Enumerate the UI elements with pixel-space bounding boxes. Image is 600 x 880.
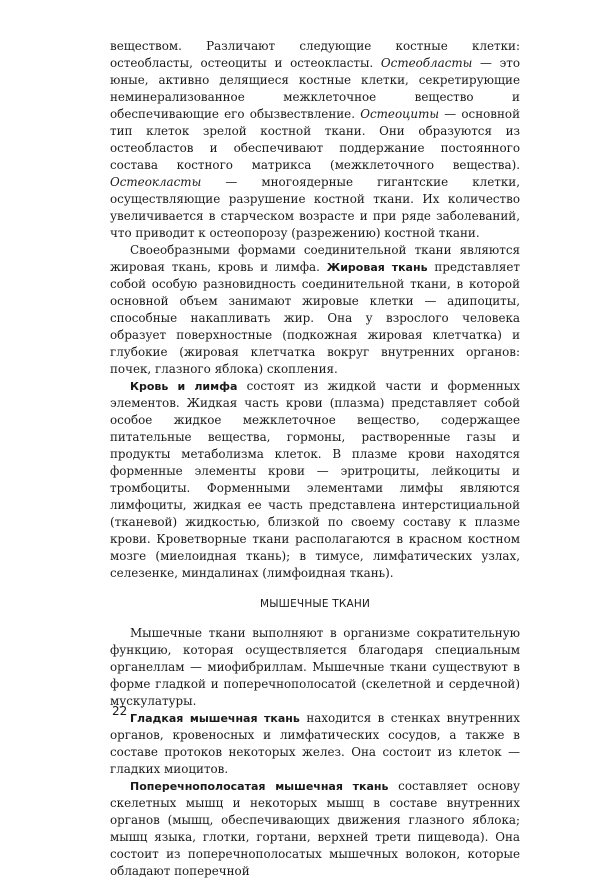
text-run: — это юные, активно делящиеся костные клетки, секретирующие неминерализованное межклеточное вещество и обеспечивающие его обызвествление.: [110, 56, 520, 121]
text-run: Своеобразными формами соединительной ткани являются жировая ткань, кровь и лимфа.: [110, 243, 520, 274]
term-smooth-muscle: Гладкая мышечная ткань: [130, 712, 300, 725]
section-heading: МЫШЕЧНЫЕ ТКАНИ: [259, 598, 371, 610]
paragraph-blood-lymph: [110, 378, 520, 582]
text-run: — основной тип клеток зрелой костной ткани. Они образуются из остеобластов и обеспечивают поддержание постоянного состава костного матрикса (межклеточного вещества).: [110, 107, 520, 172]
term-osteoblasts: Остеобласты: [380, 56, 473, 70]
term-adipose-tissue: Жировая ткань: [326, 261, 428, 274]
term-osteoclasts: Остеокласты: [110, 175, 202, 189]
paragraph-smooth-muscle: [110, 710, 520, 778]
term-blood-lymph: Кровь и лимфа: [130, 380, 238, 393]
paragraph-striated-muscle: [110, 778, 520, 880]
text-run: веществом. Различают следующие костные клетки: остеобласты, остеоциты и остеокласты.: [110, 39, 520, 70]
body-text: [110, 38, 520, 880]
page-number: 22: [112, 704, 128, 718]
paragraph-muscle-intro: [110, 625, 520, 710]
text-run: состоят из жидкой части и форменных элементов. Жидкая часть крови (плазма) представляет собой особое жидкое межклеточное вещество, содержащее питательные вещества, гормоны, растворенные газы и продукты метаболизма клеток. В плазме крови находятся форменные элементы крови — эритроциты, лейкоциты и тромбоциты. Форменными элементами лимфы являются лимфоциты, жидкая ее часть представлена интерстициальной (тканевой) жидкостью, близкой по своему составу к плазме крови. Кроветворные ткани располагаются в красном костном мозге (миелоидная ткань); в тимусе, лимфатических узлах, селезенке, миндалинах (лимфоидная ткань).: [110, 379, 520, 580]
text-run: составляет основу скелетных мышц и некоторых мышц в составе внутренних органов (мышц, обеспечивающих движения глазного яблока; мышц языка, глотки, гортани, верхней трети пищевода). Она состоит из поперечнополосатых мышечных волокон, которые обладают поперечной: [110, 779, 520, 878]
text-run: находится в стенках внутренних органов, кровеносных и лимфатических сосудов, а также в составе протоков некоторых желез. Она состоит из клеток — гладких миоцитов.: [110, 711, 520, 776]
text-run: Мышечные ткани выполняют в организме сократительную функцию, которая осуществляется благодаря специальным органеллам — миофибриллам. Мышечные ткани существуют в форме гладкой и поперечнополосатой (скелетной и сердечной) мускулатуры.: [110, 626, 520, 708]
term-striated-muscle: Поперечнополосатая мышечная ткань: [130, 780, 389, 793]
text-run: представляет собой особую разновидность соединительной ткани, в которой основной объем занимают жировые клетки — адипоциты, способные накапливать жир. Она у взрослого человека образует поверхностные (подкожная жировая клетчатка) и глубокие (жировая клетчатка вокруг внутренних органов: почек, глазного яблока) скопления.: [110, 260, 521, 376]
term-osteocytes: Остеоциты: [360, 107, 440, 121]
text-run: — многоядерные гигантские клетки, осуществляющие разрушение костной ткани. Их количество увеличивается в старческом возрасте и при ряде заболеваний, что приводит к остеопорозу (разрежению) костной ткани.: [110, 175, 520, 240]
paragraph-adipose-tissue: [110, 242, 520, 378]
paragraph-bone-cells: [110, 38, 520, 242]
